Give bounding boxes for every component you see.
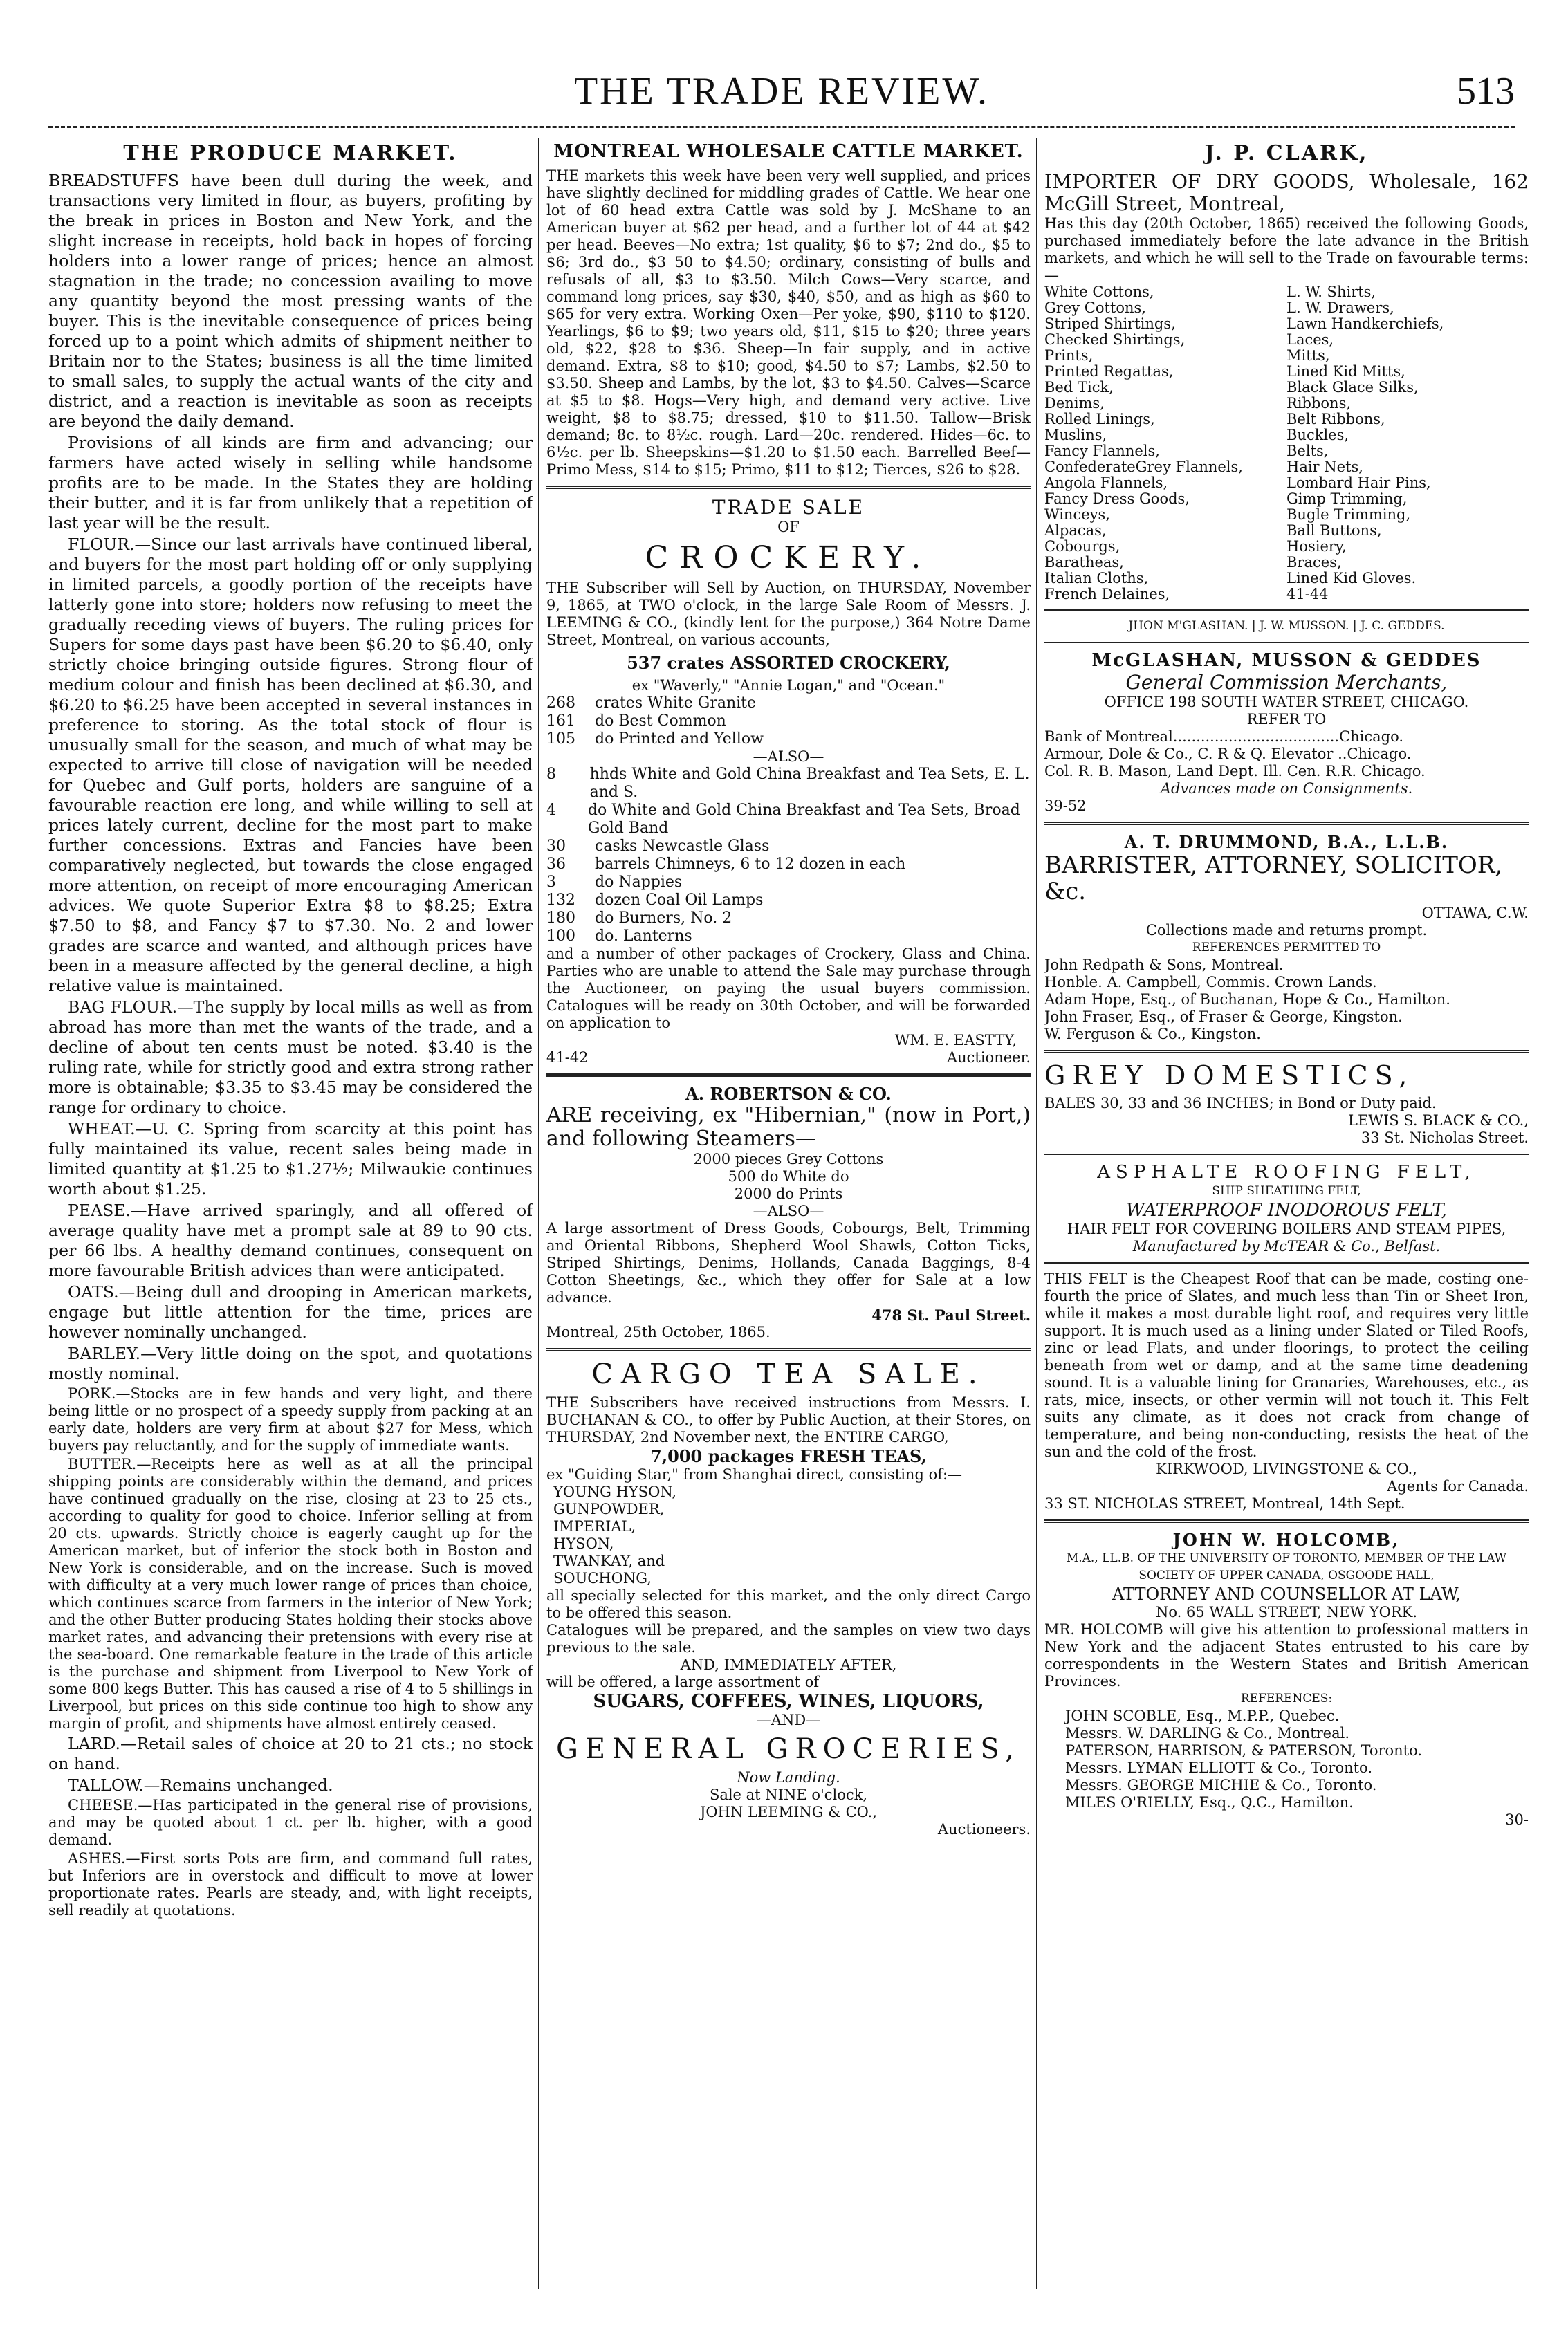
mcg-address: OFFICE 198 SOUTH WATER STREET, CHICAGO. <box>1104 694 1469 710</box>
clark-goods-item: Italian Cloths, <box>1044 570 1149 586</box>
item-description: hhds White and Gold China Breakfast and Tea Sets, E. L. and S. <box>589 766 1030 801</box>
holcomb-reference: Messrs. LYMAN ELLIOTT & Co., Toronto. <box>1065 1759 1372 1776</box>
drummond-title: BARRISTER, ATTORNEY, SOLICITOR, &c. <box>1044 851 1503 905</box>
item-description: do Best Common <box>595 712 726 730</box>
produce-text <box>48 171 533 1919</box>
mcg-advances: Advances made on Consignments. <box>1160 780 1413 797</box>
clark-goods-item: Belts, <box>1286 443 1329 459</box>
grey-heading: GREY DOMESTICS, <box>1044 1060 1414 1091</box>
clark-goods-item: French Delaines, <box>1044 586 1170 602</box>
robertson-heading: A. ROBERTSON & CO. <box>685 1084 892 1104</box>
clark-list-right <box>1286 284 1529 602</box>
divider <box>1044 822 1529 825</box>
felt-text: THIS FELT is the Cheapest Roof that can be made, costing one-fourth the price of Slates, and much less than Tin or Sheet Iron, while it makes a most durable light roof, and requires very little support. It is much used as a lining under Slated or Tiled Roofs, zinc or lead Flats, and under floorings, to protect the ceiling beneath from wet or damp, and at the same time deadening sound. It is a valuable lining for Granaries, Warehouses, etc., as rats, mice, insects, or other vermin will not touch it. This Felt suits any climate, as it does not crack from change of temperature, and being non-conducting, resists the heat of the sun and the cold of the frost. <box>1044 1271 1529 1460</box>
holcomb-refs-heading: REFERENCES: <box>1240 1692 1333 1706</box>
drummond-heading: A. T. DRUMMOND, B.A., L.L.B. <box>1124 832 1449 852</box>
item-quantity: 3 <box>546 874 556 891</box>
clark-goods-item: Printed Regattas, <box>1044 363 1174 380</box>
clark-goods-item: Lined Kid Gloves. <box>1286 570 1417 586</box>
item-quantity: 132 <box>546 892 575 909</box>
robertson-also: —ALSO— <box>753 1203 824 1219</box>
black-name: LEWIS S. BLACK & CO., <box>1348 1112 1529 1129</box>
item-description: do. Lanterns <box>595 927 692 945</box>
robertson-item: 2000 do Prints <box>734 1185 843 1202</box>
crockery-item <box>546 766 1031 802</box>
clark-goods-item: Angola Flannels, <box>1044 474 1168 491</box>
now-landing: Now Landing. <box>737 1769 840 1786</box>
trade-sale-label: TRADE SALE <box>712 496 865 519</box>
produce-ashes: ASHES.—First sorts Pots are firm, and command full rates, but Inferiors are in overstock and difficult to move at lower proportionate rates. Pearls are steady, and, with light receipts, sell readily at quotations. <box>48 1850 533 1919</box>
produce-butter: BUTTER.—Receipts here as well as at all the principal shipping points are considerably within the demand, and prices have continued gradually on the rise, closing at 23 to 25 cts., according to quality for good to choice. Inferior selling at from 20 cts. upwards. Strictly choice is eagerly caught up for the American market, but of inferior the stock both in Boston and New York is considerable, and on the increase. Such is moved with difficulty at a very much lower range of prices than choice, which continues scarce from farmers in the interior of New York; and the other Butter producing States holding their stocks above market rates, and advancing their pretensions with every rise at the sea-board. One remarkable feature in the trade of this article is the purchase and shipment from Liverpool to New York of some 800 kegs Butter. This has caused a rise of 4 to 5 shillings in Liverpool, but prices on this side continue too high to show any margin of profit, and shipments have almost entirely ceased. <box>48 1456 533 1732</box>
clark-goods-item: Lawn Handkerchiefs, <box>1286 315 1444 332</box>
item-quantity: 4 <box>546 802 556 819</box>
holcomb-heading: JOHN W. HOLCOMB, <box>1172 1530 1401 1550</box>
kirkwood-name: KIRKWOOD, LIVINGSTONE & CO., <box>1156 1461 1417 1477</box>
drummond-reference: John Fraser, Esq., of Fraser & George, Kingston. <box>1044 1008 1403 1025</box>
tea-item: SOUCHONG, <box>553 1570 652 1587</box>
mcg-refs-list <box>1044 728 1529 780</box>
crockery-item <box>546 856 1031 874</box>
and-label: —AND— <box>756 1712 821 1728</box>
drummond-reference: Honble. A. Campbell, Commis. Crown Lands. <box>1044 974 1377 990</box>
leeming-name: JOHN LEEMING & CO., <box>700 1804 877 1820</box>
black-address: 33 St. Nicholas Street. <box>1361 1129 1529 1146</box>
clark-goods-item: ConfederateGrey Flannels, <box>1044 459 1243 475</box>
item-description: do Printed and Yellow <box>595 730 764 748</box>
tea-list <box>546 1484 1031 1587</box>
crockery-items-list-2 <box>546 766 1031 945</box>
holcomb-ref: 30- <box>1505 1811 1529 1828</box>
cargo-packages: 7,000 packages FRESH TEAS, <box>650 1446 927 1466</box>
clark-goods-item: Grey Cottons, <box>1044 299 1146 316</box>
asphalte-sub-3: HAIR FELT FOR COVERING BOILERS AND STEAM PIPES, <box>1067 1221 1506 1237</box>
clark-goods-item: Rolled Linings, <box>1044 411 1155 427</box>
produce-heading: THE PRODUCE MARKET. <box>123 141 458 165</box>
clark-goods-item: Fancy Flannels, <box>1044 443 1160 459</box>
crockery-item <box>546 694 1031 712</box>
tea-item: IMPERIAL, <box>553 1518 636 1535</box>
produce-lard: LARD.—Retail sales of choice at 20 to 21 cts.; no stock on hand. <box>48 1734 533 1773</box>
asphalte-sub-1: SHIP SHEATHING FELT, <box>1212 1184 1361 1198</box>
drummond-reference: W. Ferguson & Co., Kingston. <box>1044 1026 1261 1042</box>
robertson-item: 500 do White do <box>728 1168 849 1185</box>
produce-wheat: WHEAT.—U. C. Spring from scarcity at this point has fully maintained its value, recent sales being made in limited quantity at $1.25 to $1.27½; Milwaukie continues worth about $1.25. <box>48 1119 533 1199</box>
produce-oats: OATS.—Being dull and drooping in American markets, engage but little attention for the time, prices are however nominally unchanged. <box>48 1282 533 1342</box>
cargo-after: AND, IMMEDIATELY AFTER, <box>680 1656 897 1673</box>
item-description: casks Newcastle Glass <box>595 838 770 855</box>
crockery-intro: THE Subscriber will Sell by Auction, on THURSDAY, November 9, 1865, at TWO o'clock, in the large Sale Room of Messrs. J. LEEMING & CO., (kindly lent for the purpose,) 364 Notre Dame Street, Montreal, on various accounts, <box>546 580 1031 648</box>
clark-goods-item: Ribbons, <box>1286 395 1352 412</box>
clark-goods-item: Alpacas, <box>1044 522 1107 539</box>
drummond-text: Collections made and returns prompt. <box>1145 922 1428 939</box>
asphalte-heading: ASPHALTE ROOFING FELT, <box>1097 1162 1476 1183</box>
clark-goods-item: Winceys, <box>1044 506 1110 523</box>
divider <box>1044 609 1529 611</box>
holcomb-address: No. 65 WALL STREET, NEW YORK. <box>1155 1604 1418 1620</box>
produce-flour: FLOUR.—Since our last arrivals have continued liberal, and buyers for the most part holding off or only supplying in limited parcels, a goodly portion of the receipts have latterly gone into store; holders now refusing to meet the gradually receding views of buyers. The ruling prices for Supers for some days past have been $6.20 to $6.40, only strictly choice bringing outside figures. Strong flour of medium colour and finish has been declined at $6.30, and $6.20 to $6.25 have been accepted in several instances in preference to storing. As the total stock of flour is unusually small for the season, and much of what may be expected to arrive till close of navigation will be needed for Quebec and Gulf ports, holders are sanguine of a favourable reaction ere long, and while willing to sell at prices lately current, decline for the most part to make further concessions. Extras and Fancies have been comparatively neglected, but towards the close engaged more attention, on receipt of more encouraging American advices. We quote Superior Extra $8 to $8.25; Extra $7.50 to $8, and Fancy $7 to $7.30. No. 2 and lower grades are scarce and wanted, and although prices have been in a measure affected by the general decline, a high relative value is maintained. <box>48 535 533 995</box>
item-description: do Nappies <box>595 874 683 891</box>
divider <box>546 486 1031 489</box>
crockery-item <box>546 802 1031 838</box>
robertson-tail: A large assortment of Dress Goods, Cobourgs, Belt, Trimming and Oriental Ribbons, Shepherd Wool Shawls, Cotton Ticks, Striped Shirtings, Denims, Hollands, Canada Baggings, 8-4 Cotton Sheetings, &c., which they offer for Sale at a low advance. <box>546 1220 1031 1306</box>
item-description: do White and Gold China Breakfast and Tea Sets, Broad Gold Band <box>587 802 1020 837</box>
masthead <box>48 69 1515 124</box>
clark-goods-item: Muslins, <box>1044 427 1107 443</box>
crockery-item <box>546 909 1031 927</box>
cattle-text: THE markets this week have been very well supplied, and prices have slightly declined for middling grades of Cattle. We hear one lot of 60 head extra Cattle was sold by J. McShane to an American buyer at $62 per head, and a further lot of 44 at $42 per head. Beeves—No extra; 1st quality, $6 to $7; 2nd do., $5 to $6; 3rd do., $3 50 to $4.50; ordinary, consisting of bulls and refusals of all, $3 to $3.50. Milch Cows—Very scarce, and command long prices, say $30, $40, $50, and as high as $60 to $65 for very extra. Working Oxen—Per yoke, $90, $110 to $120. Yearlings, $6 to $9; two years old, $11, $15 to $20; three years old, $22, $28 to $36. Sheep—In fair supply, and in active demand. Extra, $8 to $10; good, $4.50 to $7; Lambs, $2.50 to $3.50. Sheep and Lambs, by the lot, $3 to $4.50. Calves—Scarce at $5 to $8. Hogs—Very high, and demand very active. Live weight, $8 to $8.75; dressed, $10 to $11.50. Tallow—Brisk demand; 8c. to 8½c. rough. Lard—20c. rendered. Hides—6c. to 6½c. per lb. Sheepskins—$1.20 to $1.50 each. Barrelled Beef—Primo Mess, $14 to $15; Primo, $11 to $12; Tierces, $26 to $28. <box>546 167 1031 478</box>
column-produce-market <box>48 138 533 2289</box>
clark-goods-item: Gimp Trimming, <box>1286 490 1408 507</box>
holcomb-reference: MILES O'RIELLY, Esq., Q.C., Hamilton. <box>1065 1794 1354 1811</box>
robertson-date: Montreal, 25th October, 1865. <box>546 1324 771 1340</box>
item-quantity: 30 <box>546 838 566 855</box>
holcomb-text: MR. HOLCOMB will give his attention to professional matters in New York and the adjacent States entrusted to his care by correspondents in the Western States and British American Provinces. <box>1044 1621 1529 1690</box>
item-quantity: 36 <box>546 856 566 873</box>
produce-pork: PORK.—Stocks are in few hands and very light, and there being little or no prospect of a speedy supply from packing at an early date, holders are very firm at about $27 for Mess, which buyers pay reluctantly, and for the supply of immediate wants. <box>48 1385 533 1454</box>
clark-goods-item: 41-44 <box>1286 586 1329 602</box>
produce-intro: BREADSTUFFS have been dull during the week, and transactions very limited in flour, as buyers, profiting by the break in prices in Boston and New York, and the slight increase in receipts, hold back in hopes of forcing holders into a lower range of prices; hence an almost stagnation in the trade; no concession availing to move any quantity beyond the most pressing wants of the buyer. This is the inevitable consequence of prices being forced up to a point which admits of shipment neither to Britain nor to the States; business is all the time limited to small sales, to supply the actual wants of the city and district, and a reaction is inevitable as soon as receipts are beyond the daily demand. <box>48 171 533 431</box>
cattle-heading: MONTREAL WHOLESALE CATTLE MARKET. <box>553 141 1024 162</box>
cargo-text-3: all specially selected for this market, and the only direct Cargo to be offered this season. <box>546 1587 1031 1621</box>
mcg-reference: Armour, Dole & Co., C. R & Q. Elevator ..Chicago. <box>1044 746 1412 762</box>
produce-tallow: TALLOW.—Remains unchanged. <box>68 1775 333 1795</box>
sugars-line: SUGARS, COFFEES, WINES, LIQUORS, <box>593 1691 984 1712</box>
tea-item: TWANKAY, and <box>553 1553 665 1569</box>
clark-goods-item: Buckles, <box>1286 427 1349 443</box>
crockery-heading: CROCKERY. <box>645 540 932 575</box>
crockery-item <box>546 874 1031 892</box>
sale-time: Sale at NINE o'clock, <box>709 1786 868 1803</box>
cargo-text-4: Catalogues will be prepared, and the samples on view two days previous to the sale. <box>546 1622 1031 1656</box>
clark-goods-item: Ball Buttons, <box>1286 522 1382 539</box>
mcg-ref: 39-52 <box>1044 797 1087 814</box>
drummond-reference: John Redpath & Sons, Montreal. <box>1044 957 1284 973</box>
mcg-reference: Col. R. B. Mason, Land Dept. Ill. Cen. R.R. Chicago. <box>1044 763 1426 779</box>
holcomb-credentials: M.A., LL.B. OF THE UNIVERSITY OF TORONTO, MEMBER OF THE LAW SOCIETY OF UPPER CANADA, OSGOODE HALL, <box>1066 1551 1507 1582</box>
column-rule <box>538 138 539 2289</box>
tea-item: GUNPOWDER, <box>553 1501 665 1517</box>
auctioneer-label: Auctioneer. <box>946 1049 1031 1066</box>
cargo-text-2: ex "Guiding Star," from Shanghai direct, consisting of:— <box>546 1466 963 1483</box>
page-title: THE TRADE REVIEW. <box>573 70 990 113</box>
mcg-sub: General Commission Merchants, <box>1125 671 1448 694</box>
column-advertisements <box>1044 138 1529 2289</box>
crockery-item <box>546 730 1031 748</box>
column-rule <box>1036 138 1037 2289</box>
mcg-heading: McGLASHAN, MUSSON & GEDDES <box>1091 650 1482 671</box>
column-auctions <box>546 138 1031 2289</box>
eastty-name: WM. E. EASTTY, <box>894 1032 1017 1049</box>
divider <box>1044 1050 1529 1053</box>
ad-ref: 41-42 <box>546 1049 589 1066</box>
kirkwood-agents: Agents for Canada. <box>1387 1478 1529 1495</box>
asphalte-manufacturer: Manufactured by McTEAR & Co., Belfast. <box>1132 1238 1441 1255</box>
robertson-items-list <box>546 1151 1031 1203</box>
holcomb-refs-list <box>1044 1708 1529 1811</box>
item-quantity: 8 <box>546 766 556 783</box>
clark-goods-item: Cobourgs, <box>1044 538 1120 555</box>
item-description: barrels Chimneys, 6 to 12 dozen in each <box>595 856 906 873</box>
divider <box>546 1073 1031 1077</box>
crockery-item <box>546 712 1031 730</box>
tea-item: HYSON, <box>553 1535 614 1552</box>
clark-goods-item: Black Glace Silks, <box>1286 379 1419 396</box>
crockery-ships: ex "Waverly," "Annie Logan," and "Ocean." <box>631 677 946 694</box>
clark-goods-item: Bed Tick, <box>1044 379 1114 396</box>
clark-goods-item: L. W. Shirts, <box>1286 284 1376 300</box>
drummond-refs-heading: REFERENCES PERMITTED TO <box>1192 941 1381 954</box>
auctioneers-label: Auctioneers. <box>937 1821 1031 1838</box>
item-quantity: 105 <box>546 730 575 748</box>
robertson-address: 478 St. Paul Street. <box>871 1306 1031 1324</box>
clark-goods-item: Belt Ribbons, <box>1286 411 1385 427</box>
clark-goods-item: Braces, <box>1286 554 1342 571</box>
item-quantity: 100 <box>546 927 575 945</box>
clark-goods-item: Prints, <box>1044 347 1094 364</box>
divider <box>1044 642 1529 643</box>
holcomb-reference: JOHN SCOBLE, Esq., M.P.P., Quebec. <box>1065 1708 1340 1724</box>
crockery-items-list <box>546 694 1031 748</box>
clark-goods-item: Mitts, <box>1286 347 1330 364</box>
mcg-refer: REFER TO <box>1246 711 1327 728</box>
clark-list-left <box>1044 284 1286 602</box>
clark-goods-item: L. W. Drawers, <box>1286 299 1394 316</box>
produce-provisions: Provisions of all kinds are firm and advancing; our farmers have acted wisely in selling while handsome profits are to be made. In the States they are holding their butter, and it is far from unlikely that a repetition of last year will be the result. <box>48 433 533 533</box>
holcomb-reference: PATERSON, HARRISON, & PATERSON, Toronto. <box>1065 1742 1423 1759</box>
tea-item: YOUNG HYSON, <box>553 1484 677 1500</box>
crockery-item <box>546 927 1031 945</box>
crockery-item <box>546 892 1031 909</box>
divider <box>1044 1519 1529 1523</box>
item-description: do Burners, No. 2 <box>595 909 732 927</box>
clark-goods-item: Hair Nets, <box>1286 459 1363 475</box>
item-quantity: 180 <box>546 909 575 927</box>
divider <box>1044 1154 1529 1155</box>
mcg-reference: Bank of Montreal....................................Chicago. <box>1044 728 1404 745</box>
clark-goods-item: White Cottons, <box>1044 284 1154 300</box>
masthead-rule <box>48 126 1515 128</box>
crockery-item <box>546 838 1031 856</box>
clark-goods-item: Fancy Dress Goods, <box>1044 490 1190 507</box>
produce-pease: PEASE.—Have arrived sparingly, and all offered of average quality have met a prompt sale at 89 to 90 cts. per 66 lbs. A healthy demand continues, consequent on more favourable British advices than were anticipated. <box>48 1201 533 1280</box>
clark-goods-item: Laces, <box>1286 331 1334 348</box>
clark-goods-item: Bugle Trimming, <box>1286 506 1411 523</box>
holcomb-reference: Messrs. W. DARLING & Co., Montreal. <box>1065 1725 1350 1742</box>
cargo-heading: CARGO TEA SALE. <box>591 1358 986 1390</box>
holcomb-title: ATTORNEY AND COUNSELLOR AT LAW, <box>1112 1585 1461 1604</box>
also-label: —ALSO— <box>753 748 824 765</box>
crockery-tail: and a number of other packages of Crockery, Glass and China. Parties who are unable to attend the Sale may purchase through the Auctioneer, on paying the usual buyers commission. Catalogues will be ready on 30th October, and will be forwarded on application to <box>546 945 1031 1031</box>
item-description: dozen Coal Oil Lamps <box>595 892 764 909</box>
crockery-crates: 537 crates ASSORTED CROCKERY, <box>627 653 950 673</box>
page-number: 513 <box>1457 70 1515 113</box>
cargo-text: THE Subscribers have received instructions from Messrs. I. BUCHANAN & CO., to offer by Public Auction, at their Stores, on THURSDAY, 2nd November next, the ENTIRE CARGO, <box>546 1394 1031 1445</box>
divider <box>1044 1262 1529 1264</box>
clark-goods-item: Denims, <box>1044 395 1105 412</box>
kirkwood-address: 33 ST. NICHOLAS STREET, Montreal, 14th Sept. <box>1044 1495 1405 1512</box>
clark-goods-item: Striped Shirtings, <box>1044 315 1176 332</box>
holcomb-reference: Messrs. GEORGE MICHIE & Co., Toronto. <box>1065 1777 1377 1793</box>
robertson-item: 2000 pieces Grey Cottons <box>693 1151 884 1167</box>
of-label: OF <box>777 519 800 535</box>
produce-bag-flour: BAG FLOUR.—The supply by local mills as well as from abroad has more than met the wants of the trade, and a decline of about ten cents must be noted. $3.40 is the ruling rate, while for strictly good and extra strong rather more is obtainable; $3.35 to $3.45 may be considered the range for ordinary to choice. <box>48 997 533 1117</box>
clark-goods-item: Baratheas, <box>1044 554 1124 571</box>
drummond-reference: Adam Hope, Esq., of Buchanan, Hope & Co., Hamilton. <box>1044 991 1450 1008</box>
clark-goods-item: Checked Shirtings, <box>1044 331 1186 348</box>
clark-heading: J. P. CLARK, <box>1204 141 1369 165</box>
clark-goods-item: Lined Kid Mitts, <box>1286 363 1405 380</box>
drummond-city: OTTAWA, C.W. <box>1421 905 1529 921</box>
drummond-refs-list <box>1044 957 1529 1043</box>
item-quantity: 161 <box>546 712 575 730</box>
groceries-heading: GENERAL GROCERIES, <box>555 1733 1022 1765</box>
partner-names: JHON M'GLASHAN. | J. W. MUSSON. | J. C. GEDDES. <box>1128 619 1445 633</box>
produce-cheese: CHEESE.—Has participated in the general rise of provisions, and may be quoted about 1 ct. per lb. higher, with a good demand. <box>48 1797 533 1848</box>
robertson-text: ARE receiving, ex "Hibernian," (now in Port,) and following Steamers— <box>546 1103 1031 1151</box>
clark-text: Has this day (20th October, 1865) received the following Goods, purchased immediately before the late advance in the British markets, and which he will sell to the Trade on favourable terms:— <box>1044 215 1529 284</box>
clark-title: IMPORTER OF DRY GOODS, Wholesale, 162 McGill Street, Montreal, <box>1044 170 1529 215</box>
divider <box>546 1348 1031 1351</box>
item-description: crates White Granite <box>595 694 757 712</box>
produce-barley: BARLEY.—Very little doing on the spot, and quotations mostly nominal. <box>48 1344 533 1383</box>
cargo-text-5: will be offered, a large assortment of <box>546 1674 820 1690</box>
clark-goods-item: Hosiery, <box>1286 538 1347 555</box>
clark-goods-item: Lombard Hair Pins, <box>1286 474 1431 491</box>
item-quantity: 268 <box>546 694 575 712</box>
grey-text: BALES 30, 33 and 36 INCHES; in Bond or Duty paid. <box>1044 1095 1437 1111</box>
asphalte-sub-2: WATERPROOF INODOROUS FELT, <box>1125 1200 1447 1221</box>
